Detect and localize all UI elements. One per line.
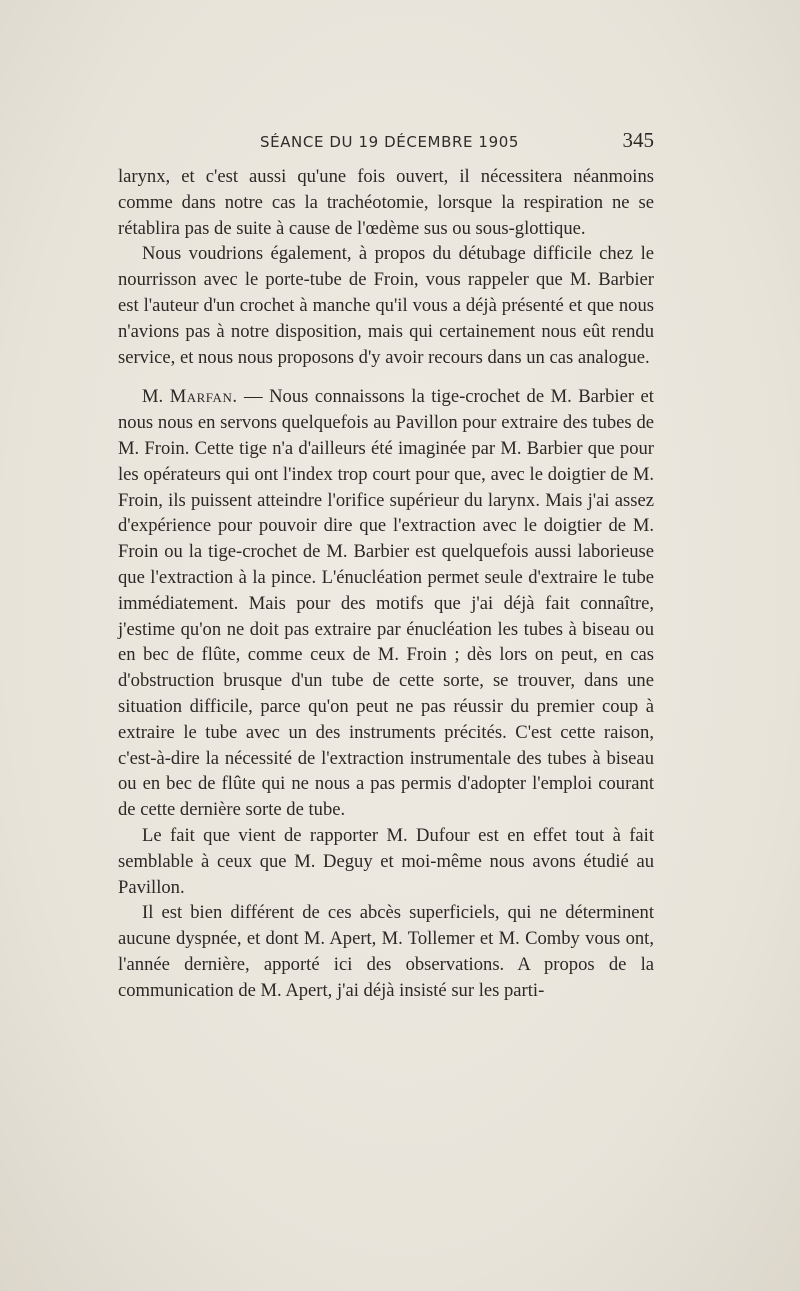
paragraph-abces: Il est bien différent de ces abcès superficiels, qui ne déterminent aucune dyspnée, et dont M. Apert, M. Tollemer et M. Comby vous ont, l'année dernière, apporté ici des observations. A propos de la communication de M. Apert, j'ai déjà insisté sur les parti-: [118, 902, 654, 1001]
page-number: 345: [622, 128, 654, 152]
paragraph-continued: larynx, et c'est aussi qu'une fois ouvert, il nécessitera néanmoins comme dans notre cas la trachéotomie, lorsque la respiration ne se rétablira pas de suite à cause de l'œdème sus ou sous-glottique.: [118, 166, 654, 239]
marfan-text: — Nous connaissons la tige-crochet de M. Barbier et nous nous en servons quelquefois au Pavillon pour extraire des tubes de M. Froin. Cette tige n'a d'ailleurs été imaginée par M. Barbier que pour les opérateurs qui ont l'index trop court pour que, avec le doigtier de M. Froin, ils puissent atteindre l'orifice supérieur du larynx. Mais j'ai assez d'expérience pour pouvoir dire que l'extraction avec le doigtier de M. Froin ou la tige-crochet de M. Barbier est quelquefois aussi laborieuse que l'extraction à la pince. L'énucléation permet seule d'extraire le tube immédiatement. Mais pour des motifs que j'ai déjà fait connaître, j'estime qu'on ne doit pas extraire par énucléation les tubes à biseau ou en bec de flûte, comme ceux de M. Froin ; dès lors on peut, en cas d'obstruction brusque d'un tube de cette sorte, se trouver, dans une situation difficile, parce qu'on peut ne pas réussir du premier coup à extraire le tube avec un des instruments précités. C'est cette raison, c'est-à-dire la nécessité de l'extraction instrumentale des tubes à biseau ou en bec de flûte qui ne nous a pas permis d'adopter l'emploi courant de cette dernière sorte de tube.: [118, 386, 654, 821]
text-body: [118, 164, 654, 1004]
paragraph-dufour: Le fait que vient de rapporter M. Dufour est en effet tout à fait semblable à ceux que M. Deguy et moi-même nous avons étudié au Pavillon.: [118, 824, 654, 898]
running-title: SÉANCE DU 19 DÉCEMBRE 1905: [260, 133, 520, 151]
paragraph-marfan: [118, 384, 654, 823]
speaker-name: Marfan.: [169, 386, 238, 408]
speaker-prefix: M.: [142, 386, 170, 408]
page-header: [118, 128, 654, 158]
paragraph-detubage: Nous voudrions également, à propos du détubage difficile chez le nourrisson avec le porte-tube de Froin, vous rappeler que M. Barbier est l'auteur d'un crochet à manche qu'il vous a déjà présenté et que nous n'avions pas à notre disposition, mais qui certainement nous eût rendu service, et nous nous proposons d'y avoir recours dans un cas analogue.: [118, 243, 654, 368]
